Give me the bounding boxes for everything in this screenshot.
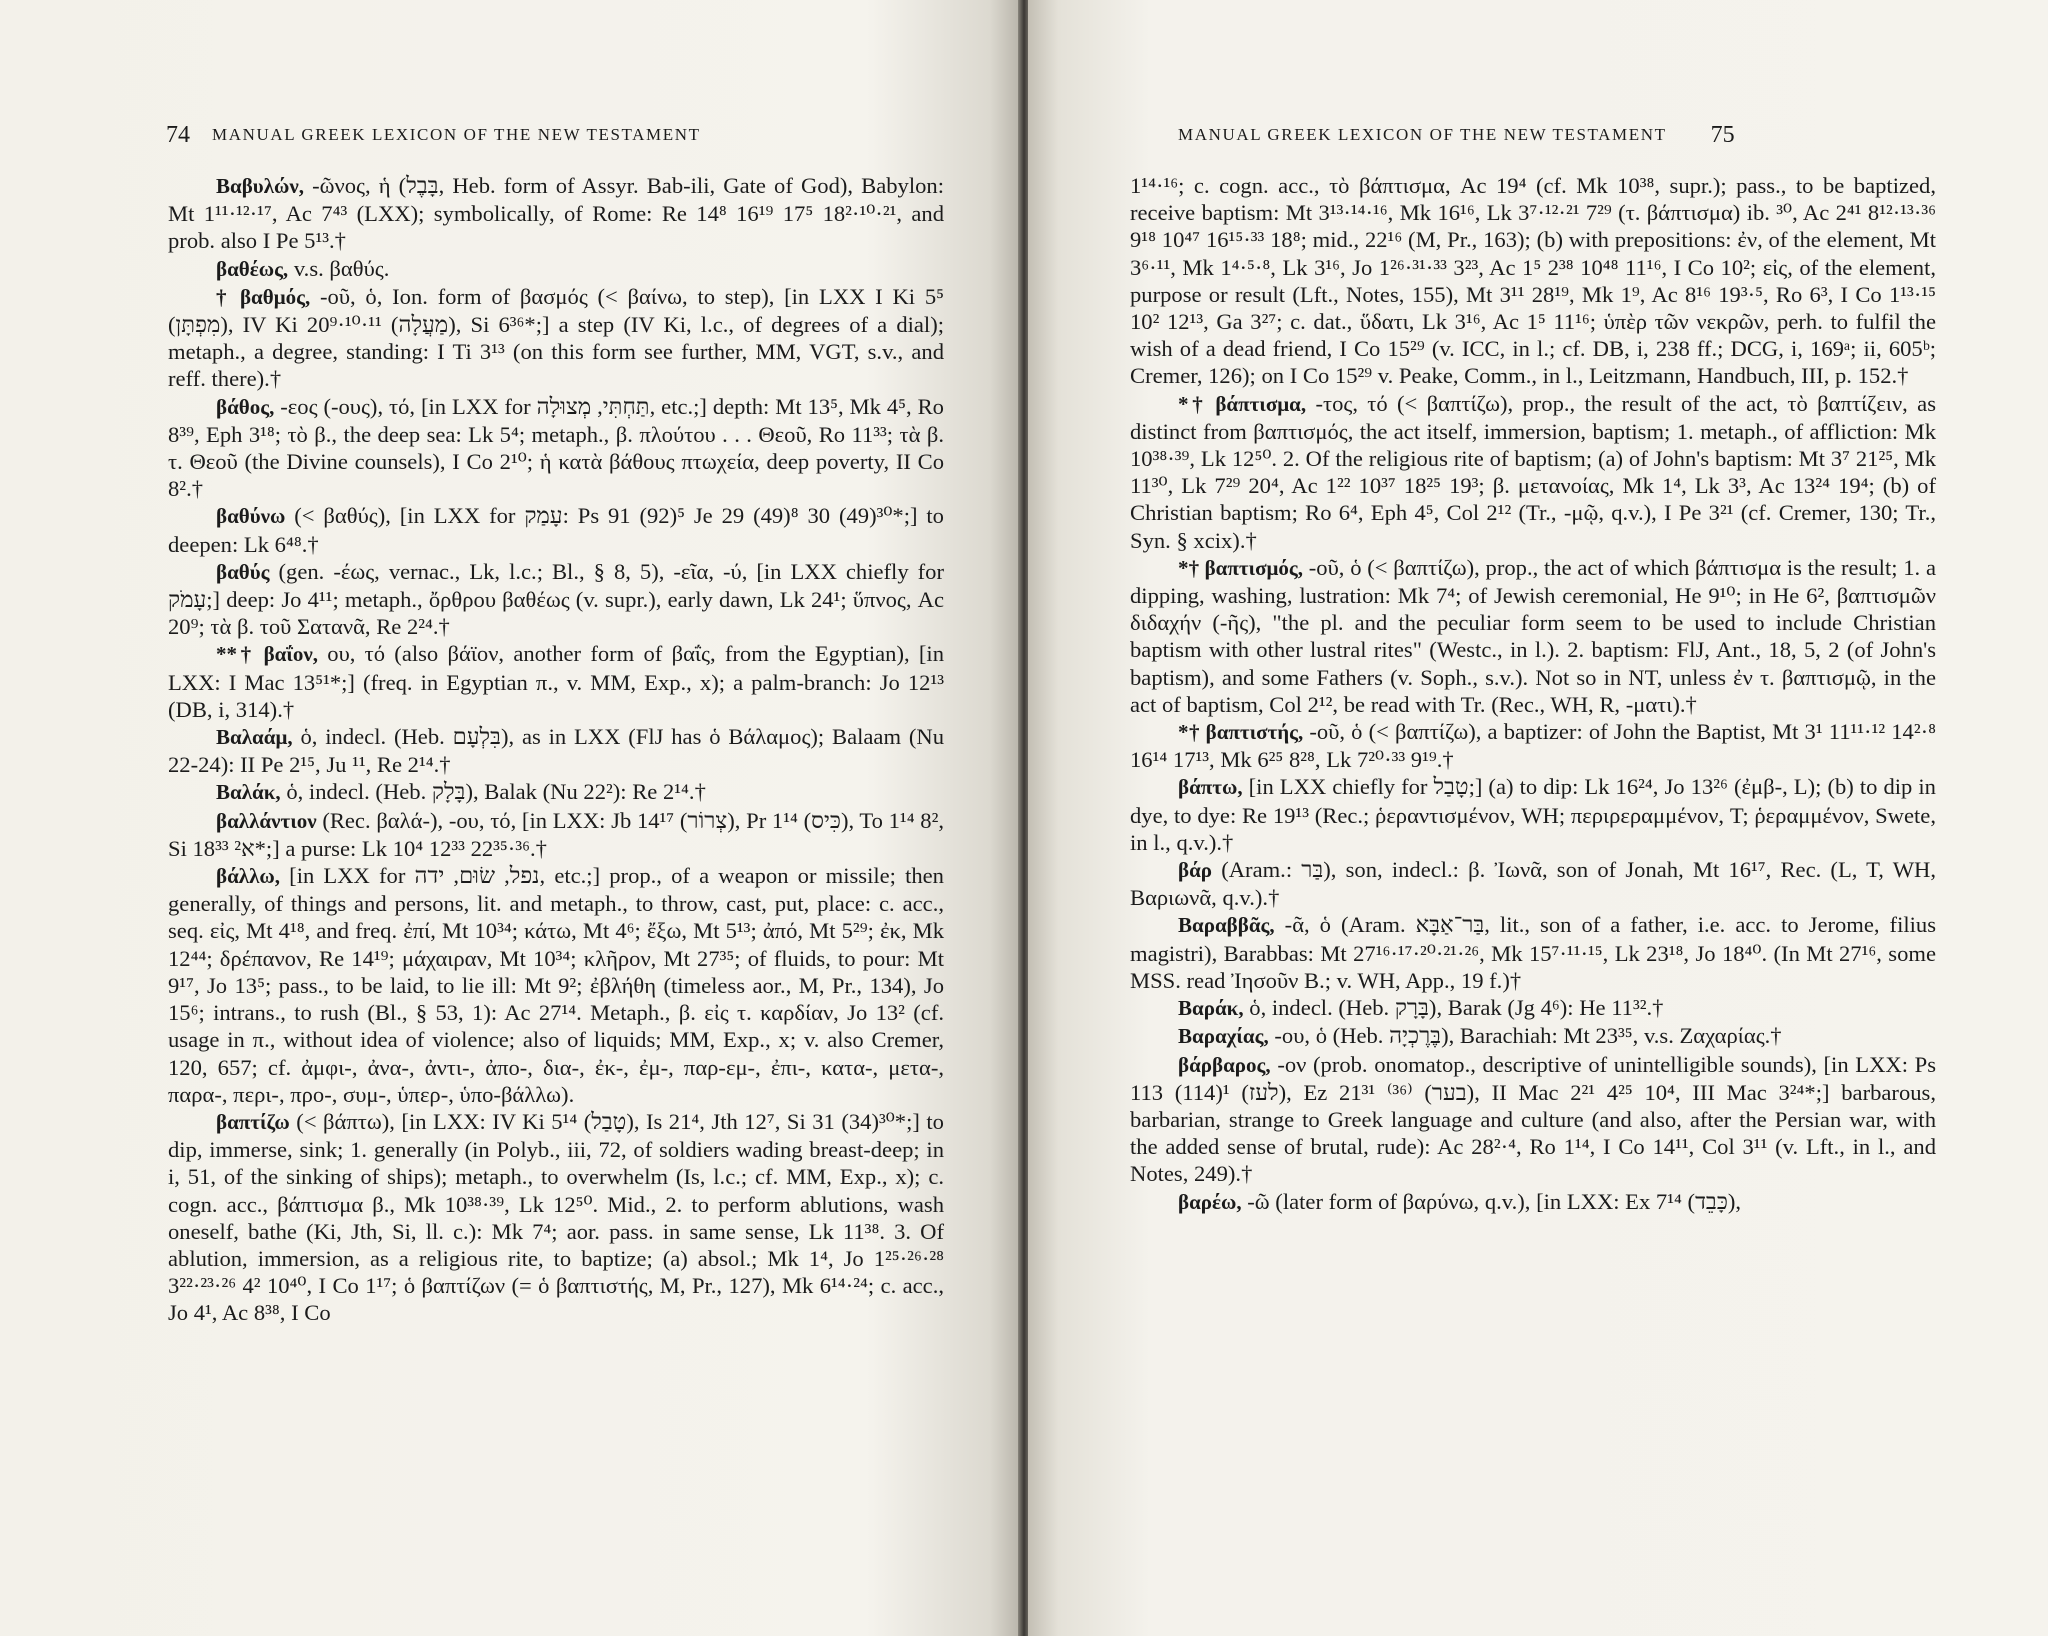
lexicon-entry: [1130, 1188, 1936, 1216]
headword: Βαράκ,: [1178, 996, 1244, 1021]
headword: βαθέως,: [216, 256, 289, 281]
lexicon-entry: [1130, 1022, 1936, 1050]
headword: βαπτίζω: [216, 1109, 290, 1134]
headword: *† βάπτισμα,: [1178, 391, 1307, 416]
lexicon-entry: [168, 393, 944, 503]
headword: Βαλάκ,: [216, 780, 281, 805]
headword: † βαθμός,: [216, 284, 311, 309]
lexicon-entry: [1130, 718, 1936, 773]
entry-text: -ῶ (later form of βαρύνω, q.v.), [in LXX: Ex 7¹⁴ (כָּבֵד),: [1247, 1188, 1742, 1214]
text-column: [168, 172, 944, 1327]
running-head-title: MANUAL GREEK LEXICON OF THE NEW TESTAMENT: [1178, 125, 1667, 144]
entry-text: -ον (prob. onomatop., descriptive of unintelligible sounds), [in LXX: Ps 113 (114)¹ (לעז), Ez 21³¹ ⁽³⁶⁾ (בער), II Mac 2²¹ 4²⁵ 10⁴, III Mac 3²⁴*;] barbarous, barbarian, strange to Greek language and culture (and also, after the Persian war, with the added sense of brutal, rude): Ac 28²·⁴, Ro 1¹⁴, I Co 14¹¹, Col 3¹¹ (v. Lft., in l., and Notes, 249).†: [1130, 1051, 1936, 1187]
headword: Βαραββᾶς,: [1178, 913, 1275, 938]
lexicon-entry: [1130, 773, 1936, 856]
page-number: 75: [1710, 122, 1735, 148]
headword: Βαλαάμ,: [216, 725, 293, 750]
lexicon-entry: [1130, 554, 1936, 718]
entry-text: -οῦ, ὁ, Ion. form of βασμός (< βαίνω, to step), [in LXX I Ki 5⁵ (מִפְתָּן), IV Ki 20⁹·¹⁰·¹¹ (מַעֲלָה), Si 6³⁶*;] a step (IV Ki, l.c., of degrees of a dial); metaph., a degree, standing: I Ti 3¹³ (on this form see further, MM, VGT, s.v., and reff. there).†: [168, 283, 945, 392]
entry-text: -τος, τό (< βαπτίζω), prop., the result of the act, τὸ βαπτίζειν, as distinct from βαπτισμός, the act itself, immersion, baptism; 1. metaph., of affliction: Mk 10³⁸·³⁹, Lk 12⁵⁰. 2. Of the religious rite of baptism; (a) of John's baptism: Mt 3⁷ 21²⁵, Mk 11³⁰, Lk 7²⁹ 20⁴, Ac 1²² 10³⁷ 18²⁵ 19³; β. μετανοίας, Mk 1⁴, Lk 3³, Ac 13²⁴ 19⁴; (b) of Christian baptism; Ro 6⁴, Eph 4⁵, Col 2¹² (Tr., -μῷ, q.v.), I Pe 3²¹ (cf. Cremer, 130; Tr., Syn. § xcix).†: [1130, 390, 1936, 553]
entry-text: (< βαθύς), [in LXX for עָמַק: Ps 91 (92)⁵ Je 29 (49)⁸ 30 (49)³⁰*;] to deepen: Lk 6⁴⁸.†: [168, 503, 944, 557]
lexicon-entry: [168, 502, 944, 557]
right-page: [1028, 0, 2048, 1636]
entry-text: ου, τό (also βάϊον, another form of βαΐς, from the Egyptian), [in LXX: I Mac 13⁵¹*;] (freq. in Egyptian π., v. MM, Exp., x); a palm-branch: Jo 12¹³ (DB, i, 314).†: [168, 641, 944, 722]
headword: βαθύς: [216, 559, 270, 584]
running-header: [1178, 122, 1735, 149]
entry-text: -οῦ, ὁ (< βαπτίζω), a baptizer: of John the Baptist, Mt 3¹ 11¹¹·¹² 14²·⁸ 16¹⁴ 17¹³, Mk 6²⁵ 8²⁸, Lk 7²⁰·³³ 9¹⁹.†: [1130, 719, 1936, 773]
running-header: [166, 122, 701, 149]
headword: βάρβαρος,: [1178, 1052, 1271, 1077]
lexicon-entry: [168, 1108, 944, 1327]
lexicon-entry: [168, 640, 944, 723]
lexicon-entry: [1130, 1051, 1936, 1188]
entry-text: -εος (-ους), τό, [in LXX for תַּחְתִּי, מְצוּלָה, etc.;] depth: Mt 13⁵, Mk 4⁵, Ro 8³⁹, Eph 3¹⁸; τὸ β., the deep sea: Lk 5⁴; metaph., β. πλούτου . . . Θεοῦ, Ro 11³³; τὰ β. τ. Θεοῦ (the Divine counsels), I Co 2¹⁰; ἡ κατὰ βάθους πτωχεία, deep poverty, II Co 8².†: [168, 393, 944, 502]
entry-text: (Aram.: בַּר), son, indecl.: β. Ἰωνᾶ, son of Jonah, Mt 16¹⁷, Rec. (L, T, WH, Βαριωνᾶ, q.v.).†: [1130, 857, 1936, 911]
entry-text: -ου, ὁ (Heb. בֶּרֶכְיָה), Barachiah: Mt 23³⁵, v.s. Ζαχαρίας.†: [1274, 1023, 1782, 1049]
entry-text: -ᾶ, ὁ (Aram. בַּר־אַבָּא, lit., son of a father, i.e. acc. to Jerome, filius magistri), Barabbas: Mt 27¹⁶·¹⁷·²⁰·²¹·²⁶, Mk 15⁷·¹¹·¹⁵, Lk 23¹⁸, Jo 18⁴⁰. (In Mt 27¹⁶, some MSS. read Ἰησοῦν B.; v. WH, App., 19 f.)†: [1130, 912, 1936, 993]
headword: βαλλάντιον: [216, 808, 317, 833]
entry-text: [in LXX chiefly for טָבַל;] (a) to dip: Lk 16²⁴, Jo 13²⁶ (ἐμβ-, L); (b) to dip in dye, to dye: Re 19¹³ (Rec.; ῥεραντισμένον, WH; περιρεραμμένον, T; ῥεραμμένον, Swete, in l., q.v.).†: [1130, 774, 1936, 855]
headword: *† βαπτισμός,: [1178, 555, 1304, 580]
headword: **† βαΐον,: [216, 642, 319, 667]
left-page: [0, 0, 1020, 1636]
entry-text: [in LXX for נפל, שׂוּם, ידה, etc.;] prop., of a weapon or missile; then generally, of things and persons, lit. and metaph., to throw, cast, put, place: c. acc., seq. εἰς, Mt 4¹⁸, and freq. ἐπί, Mt 10³⁴; κάτω, Mt 4⁶; ἔξω, Mt 5¹³; ἀπό, Mt 5²⁹; ἐκ, Mk 12⁴⁴; δρέπανον, Re 14¹⁹; μάχαιραν, Mt 10³⁴; κλῆρον, Mt 27³⁵; of fluids, to pour: Mt 9¹⁷, Jo 13⁵; pass., to be laid, to lie ill: Mt 9²; ἐβλήθη (timeless aor., M, Pr., 134), Jo 15⁶; intrans., to rush (Bl., § 53, 1): Ac 27¹⁴. Metaph., β. εἰς τ. καρδίαν, Jo 13² (cf. usage in π., without idea of violence; also of liquids; MM, Exp., x; v. also Cremer, 120, 657; cf. ἀμφι-, ἀνα-, ἀντι-, ἀπο-, δια-, ἐκ-, ἐμ-, παρ-εμ-, ἐπι-, κατα-, μετα-, παρα-, περι-, προ-, συμ-, ὑπερ-, ὑπο-βάλλω).: [168, 863, 944, 1107]
headword: βάθος,: [216, 394, 275, 419]
lexicon-entry: [168, 255, 944, 283]
entry-text: ὁ, indecl. (Heb. בָּרָק), Barak (Jg 4⁶): He 11³².†: [1249, 995, 1664, 1021]
headword: βάλλω,: [216, 864, 281, 889]
lexicon-entry: [168, 723, 944, 778]
headword: βάρ: [1178, 858, 1213, 883]
headword: Βαβυλών,: [216, 174, 304, 198]
entry-text: (< βάπτω), [in LXX: IV Ki 5¹⁴ (טָבַל), Is 21⁴, Jth 12⁷, Si 31 (34)³⁰*;] to dip, immerse, sink; 1. generally (in Polyb., iii, 72, of soldiers wading breast-deep; in i, 51, of the sinking of ships); metaph., to overwhelm (Is, l.c.; cf. MM, Exp., x); c. cogn. acc., βάπτισμα β., Mk 10³⁸·³⁹, Lk 12⁵⁰. Mid., 2. to perform ablutions, wash oneself, bathe (Ki, Jth, Si, ll. c.): Mk 7⁴; aor. pass. in same sense, Lk 11³⁸. 3. Of ablution, immersion, as a religious rite, to baptize; (a) absol.; Mk 1⁴, Jo 1²⁵·²⁶·²⁸ 3²²·²³·²⁶ 4² 10⁴⁰, I Co 1¹⁷; ὁ βαπτίζων (= ὁ βαπτιστής, M, Pr., 127), Mk 6¹⁴·²⁴; c. acc., Jo 4¹, Ac 8³⁸, I Co: [168, 1108, 944, 1326]
entry-continuation: 1¹⁴·¹⁶; c. cogn. acc., τὸ βάπτισμα, Ac 19⁴ (cf. Mk 10³⁸, supr.); pass., to be baptized, receive baptism: Mt 3¹³·¹⁴·¹⁶, Mk 16¹⁶, Lk 3⁷·¹²·²¹ 7²⁹ (τ. βάπτισμα) ib. ³⁰, Ac 2⁴¹ 8¹²·¹³·³⁶ 9¹⁸ 10⁴⁷ 16¹⁵·³³ 18⁸; mid., 22¹⁶ (M, Pr., 163); (b) with prepositions: ἐν, of the element, Mt 3⁶·¹¹, Mk 1⁴·⁵·⁸, Lk 3¹⁶, Jo 1²⁶·³¹·³³ 3²³, Ac 1⁵ 2³⁸ 10⁴⁸ 11¹⁶, I Co 10²; εἰς, of the element, purpose or result (Lft., Notes, 155), Mt 3¹¹ 28¹⁹, Mk 1⁹, Ac 8¹⁶ 19³·⁵, Ro 6³, I Co 1¹³·¹⁵ 10² 12¹³, Ga 3²⁷; c. dat., ὕδατι, Lk 3¹⁶, Ac 1⁵ 11¹⁶; ὑπὲρ τῶν νεκρῶν, perh. to fulfil the wish of a dead friend, I Co 15²⁹ (v. ICC, in l.; cf. DB, i, 238 ff.; DCG, i, 169ᵃ; ii, 605ᵇ; Cremer, 126); on I Co 15²⁹ v. Peake, Comm., in l., Leitzmann, Handbuch, III, p. 152.†: [1130, 173, 1936, 389]
lexicon-entry: [1130, 856, 1936, 911]
lexicon-entry: [1130, 994, 1936, 1022]
lexicon-entry: [168, 283, 944, 393]
lexicon-entry: [168, 807, 944, 862]
page-number: 74: [166, 122, 190, 148]
running-head-title: MANUAL GREEK LEXICON OF THE NEW TESTAMENT: [212, 125, 701, 144]
entry-text: ὁ, indecl. (Heb. בִּלְעָם), as in LXX (FlJ has ὁ Βάλαμος); Balaam (Nu 22-24): II Pe 2¹⁵, Ju ¹¹, Re 2¹⁴.†: [168, 724, 944, 778]
text-column: [1130, 172, 1936, 1216]
lexicon-entry: [1130, 911, 1936, 994]
headword: Βαραχίας,: [1178, 1024, 1269, 1049]
headword: *† βαπτιστής,: [1178, 720, 1304, 745]
headword: βαθύνω: [216, 504, 286, 529]
lexicon-entry: [168, 172, 944, 255]
lexicon-entry: [168, 778, 944, 806]
headword: βαρέω,: [1178, 1189, 1242, 1214]
entry-text: (gen. -έως, vernac., Lk, l.c.; Bl., § 8, 5), -εῖα, -ύ, [in LXX chiefly for עָמֹק;] deep: Jo 4¹¹; metaph., ὄρθρου βαθέως (v. supr.), early dawn, Lk 24¹; ὕπνος, Ac 20⁹; τὰ β. τοῦ Σατανᾶ, Re 2²⁴.†: [168, 558, 944, 640]
headword: βάπτω,: [1178, 775, 1243, 800]
entry-text: ὁ, indecl. (Heb. בָּלָק), Balak (Nu 22²): Re 2¹⁴.†: [286, 779, 706, 805]
entry-text: v.s. βαθύς.: [293, 255, 390, 281]
lexicon-entry: [1130, 390, 1936, 554]
entry-text: -ῶνος, ἡ (בָּבֶל, Heb. form of Assyr. Bab-ili, Gate of God), Babylon: Mt 1¹¹·¹²·¹⁷, Ac 7⁴³ (LXX); symbolically, of Rome: Re 14⁸ 16¹⁹ 17⁵ 18²·¹⁰·²¹, and prob. also I Pe 5¹³.†: [168, 173, 945, 254]
entry-text: (Rec. βαλά-), -ου, τό, [in LXX: Jb 14¹⁷ (צְרוֹר), Pr 1¹⁴ (כִּיס), To 1¹⁴ 8², Si 18³³ א²*;] a purse: Lk 10⁴ 12³³ 22³⁵·³⁶.†: [168, 807, 945, 861]
entry-text: -οῦ, ὁ (< βαπτίζω), prop., the act of which βάπτισμα is the result; 1. a dipping, washing, lustration: Mk 7⁴; of Jewish ceremonial, He 9¹⁰; in He 6², βαπτισμῶν διδαχήν (-ῆς), "the pl. and the peculiar form seem to be used to include Christian baptism with other lustral rites" (Westc., in l.). 2. baptism: FlJ, Ant., 18, 5, 2 (of John's baptism), and some Fathers (v. Soph., s.v.). Not so in NT, unless ἐν τ. βαπτισμῷ, in the act of baptism, Col 2¹², be read with Tr. (Rec., WH, R, -ματι).†: [1130, 554, 1936, 717]
lexicon-entry: [168, 862, 944, 1108]
lexicon-entry: [168, 558, 944, 641]
